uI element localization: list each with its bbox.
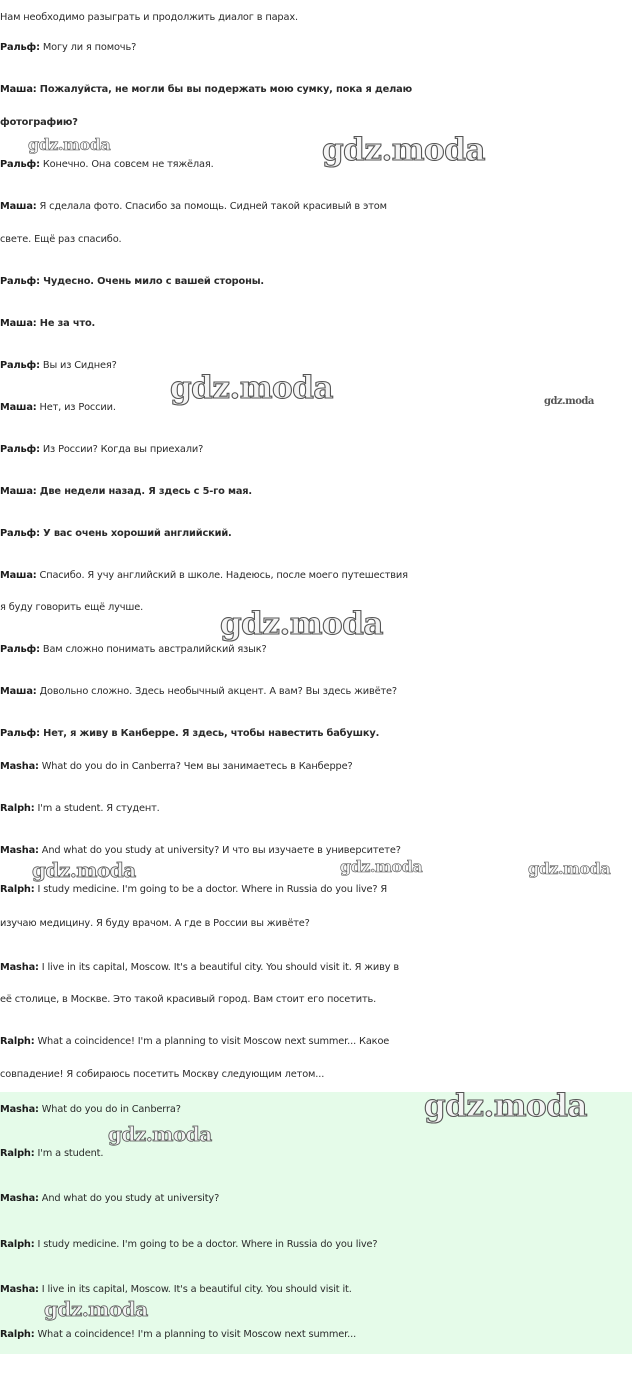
dialog-text: Из России? Когда вы приехали? [39,444,204,455]
speaker-name: Маша: [0,318,37,329]
speaker-name: Ральф: [0,360,40,371]
dialog-text: Могу ли я помочь? [39,42,137,53]
speaker-name: Маша: [0,201,37,212]
dialog-line [0,566,632,586]
dialog-text: What a coincidence! I'm a planning to visit Moscow next summer... [34,1329,357,1340]
watermark-logo: gdz.moda [108,1122,212,1146]
speaker-name: Ralph: [0,1239,35,1250]
dialog-text: Спасибо. Я учу английский в школе. Надеюсь, после моего путешествия [36,570,408,581]
dialog-line [0,598,632,618]
dialog-line [0,155,632,175]
dialog-line [0,482,632,502]
speaker-name: Маша: [0,84,37,95]
dialog-text: Чудесно. Очень мило с вашей стороны. [39,276,264,287]
dialog-text: I live in its capital, Moscow. It's a beautiful city. You should visit it. [38,1284,352,1295]
watermark-logo: gdz.moda [424,1088,587,1124]
dialog-line [0,38,632,58]
dialog-line [0,524,632,544]
speaker-name: Ralph: [0,1036,35,1047]
dialog-line [0,724,632,744]
speaker-name: Masha: [0,761,39,772]
dialog-text: I live in its capital, Moscow. It's a beautiful city. You should visit it. Я живу в [38,962,400,973]
watermark-logo: gdz.moda [528,859,611,878]
dialog-text: Нет, я живу в Канберре. Я здесь, чтобы навестить бабушку. [39,728,380,739]
dialog-text: Я сделала фото. Спасибо за помощь. Сидней такой красивый в этом [36,201,387,212]
speaker-name: Masha: [0,1193,39,1204]
dialog-line [0,80,632,100]
dialog-line [0,757,632,777]
dialog-text: фотографию? [0,117,78,128]
speaker-name: Ральф: [0,728,40,739]
dialog-line [0,230,632,250]
watermark-logo: gdz.moda [28,135,111,154]
watermark-logo: gdz.moda [44,1297,148,1321]
speaker-name: Ральф: [0,528,40,539]
answer-line [0,1235,632,1255]
dialog-text: свете. Ещё раз спасибо. [0,234,122,245]
watermark-logo: gdz.moda [322,132,485,168]
dialog-text: я буду говорить ещё лучше. [0,602,144,613]
dialog-text: What a coincidence! I'm a planning to visit Moscow next summer... Какое [34,1036,390,1047]
watermark-logo: gdz.moda [544,396,594,407]
dialog-line [0,990,632,1010]
watermark-logo: gdz.moda [32,858,136,882]
dialog-line [0,356,632,376]
watermark-logo: gdz.moda [220,606,383,642]
speaker-name: Ральф: [0,444,40,455]
dialog-text: What do you do in Canberra? [38,1104,181,1115]
dialog-line [0,1065,632,1085]
speaker-name: Маша: [0,402,37,413]
dialog-line [0,958,632,978]
answer-highlight-block [0,1092,632,1354]
dialog-text: I study medicine. I'm going to be a doctor. Where in Russia do you live? Я [34,884,388,895]
dialog-text: Две недели назад. Я здесь с 5-го мая. [36,486,252,497]
dialog-text: What do you do in Canberra? Чем вы занимаетесь в Канберре? [38,761,353,772]
dialog-text: Вам сложно понимать австралийский язык? [39,644,267,655]
dialog-text: Пожалуйста, не могли бы вы подержать мою сумку, пока я делаю [36,84,412,95]
speaker-name: Masha: [0,1104,39,1115]
speaker-name: Ральф: [0,644,40,655]
watermark-logo: gdz.moda [340,857,423,876]
dialog-line [0,314,632,334]
dialog-line [0,682,632,702]
dialog-text: Довольно сложно. Здесь необычный акцент. А вам? Вы здесь живёте? [36,686,397,697]
dialog-line [0,398,632,418]
answer-line [0,1144,632,1164]
dialog-text: Не за что. [36,318,96,329]
speaker-name: Ralph: [0,884,35,895]
dialog-line [0,197,632,217]
speaker-name: Masha: [0,962,39,973]
speaker-name: Ральф: [0,42,40,53]
dialog-text: Нет, из России. [36,402,116,413]
answer-line [0,1280,632,1300]
dialog-line [0,640,632,660]
answer-line [0,1100,632,1120]
dialog-text: Конечно. Она совсем не тяжёлая. [39,159,214,170]
dialog-line [0,841,632,861]
dialog-line [0,113,632,133]
dialog-text: And what do you study at university? И что вы изучаете в университете? [38,845,401,856]
dialog-line [0,914,632,934]
intro-line: Нам необходимо разыграть и продолжить диалог в парах. [0,12,298,23]
watermark-logo: gdz.moda [170,370,333,406]
dialog-text: And what do you study at university? [38,1193,220,1204]
dialog-line [0,440,632,460]
dialog-line [0,799,632,819]
speaker-name: Маша: [0,486,37,497]
speaker-name: Ральф: [0,276,40,287]
dialog-line [0,1032,632,1052]
dialog-text: I study medicine. I'm going to be a doctor. Where in Russia do you live? [34,1239,378,1250]
answer-line [0,1189,632,1209]
dialog-text: Вы из Сиднея? [39,360,117,371]
dialog-text: изучаю медицину. Я буду врачом. А где в России вы живёте? [0,918,310,929]
speaker-name: Ralph: [0,1329,35,1340]
speaker-name: Masha: [0,1284,39,1295]
dialog-text: совпадение! Я собираюсь посетить Москву следующим летом... [0,1069,325,1080]
dialog-text: У вас очень хороший английский. [39,528,232,539]
speaker-name: Маша: [0,686,37,697]
dialog-text: I'm a student. Я студент. [34,803,160,814]
speaker-name: Маша: [0,570,37,581]
dialog-line [0,272,632,292]
speaker-name: Ralph: [0,1148,35,1159]
dialog-text: I'm a student. [34,1148,104,1159]
speaker-name: Ralph: [0,803,35,814]
dialog-text: её столице, в Москве. Это такой красивый город. Вам стоит его посетить. [0,994,377,1005]
speaker-name: Ральф: [0,159,40,170]
dialog-line [0,880,632,900]
answer-line [0,1325,632,1345]
speaker-name: Masha: [0,845,39,856]
